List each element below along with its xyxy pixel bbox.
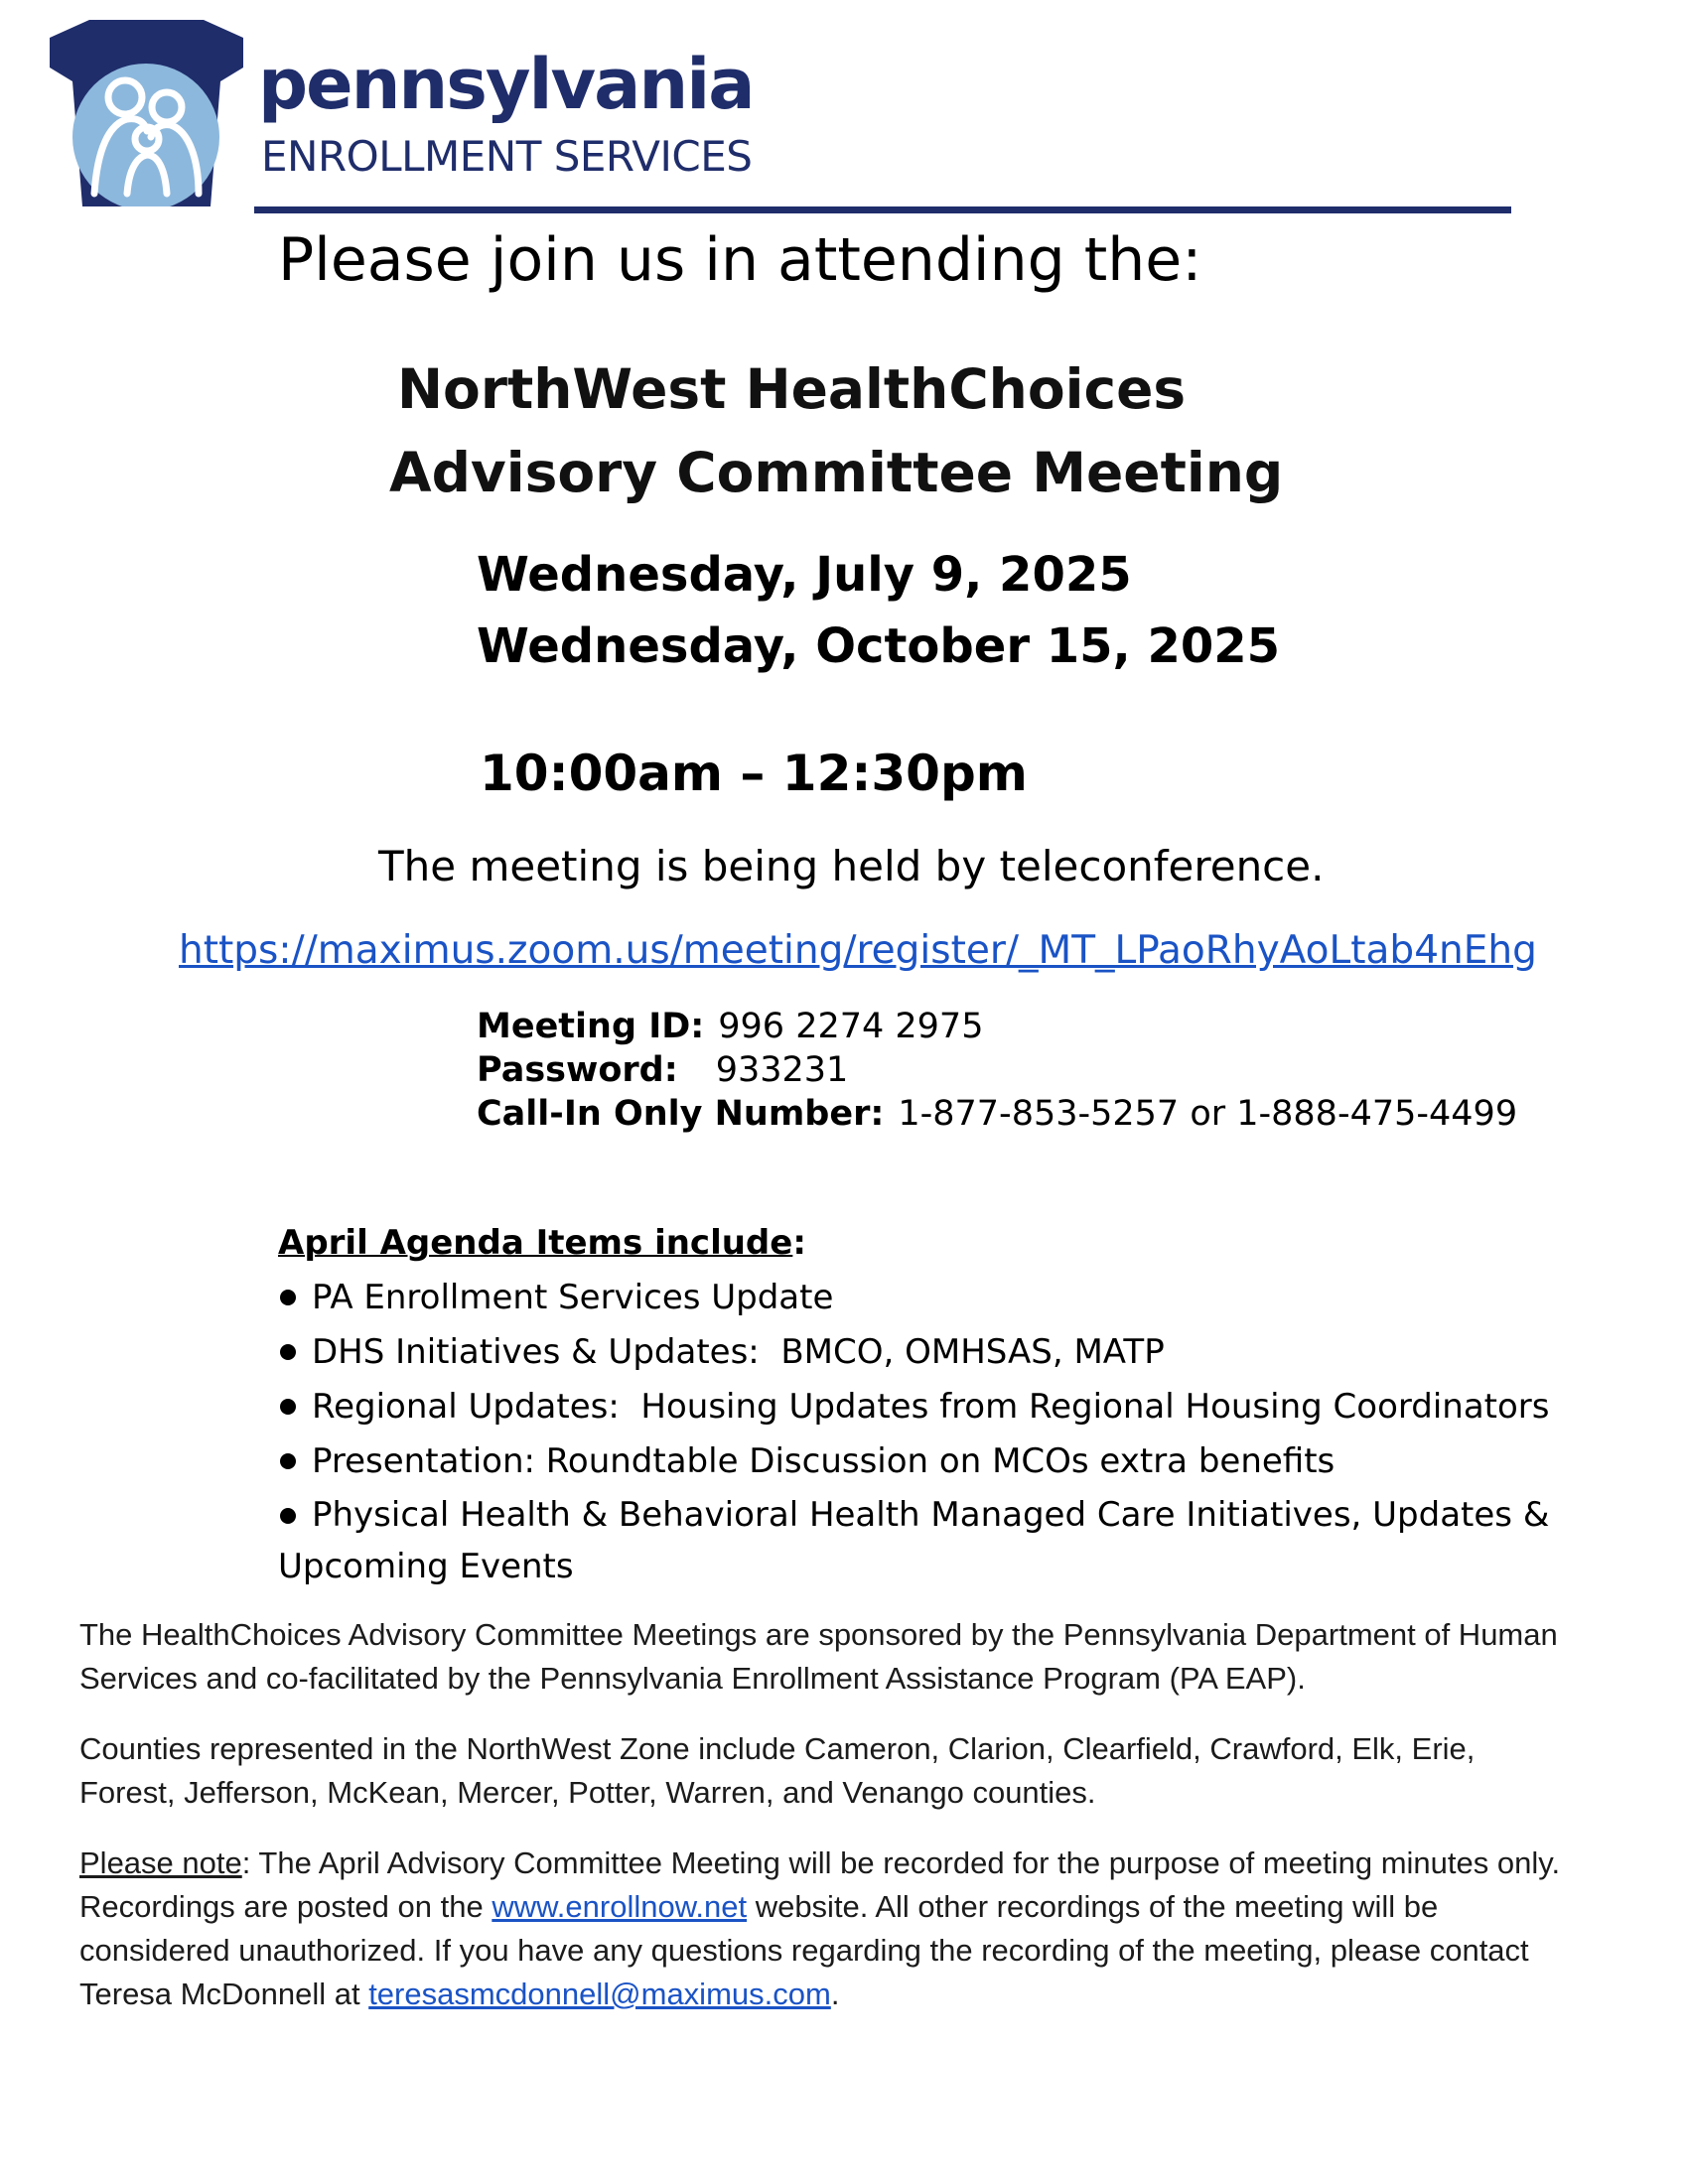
agenda-item [278, 1325, 1553, 1380]
meeting-title-line-1: NorthWest HealthChoices [397, 357, 1187, 421]
agenda-item-label: Presentation: Roundtable Discussion on MCOs extra benefits [312, 1441, 1336, 1481]
bullet-icon [280, 1453, 296, 1469]
callin-value: 1-877-853-5257 or 1-888-475-4499 [898, 1094, 1518, 1134]
note-text: : The April Advisory Committee Meeting will be recorded for the purpose of meeting minutes only. Recordings are posted on the [79, 1845, 1561, 1924]
agenda-item-label: Regional Updates: [312, 1387, 620, 1427]
meeting-date: Wednesday, October 15, 2025 [477, 618, 1281, 674]
agenda-item [278, 1271, 1553, 1325]
agenda-item [278, 1380, 1553, 1434]
registration-link[interactable]: https://maximus.zoom.us/meeting/register/_MT_LPaoRhyAoLtab4nEhg [179, 928, 1537, 973]
password-value: 933231 [715, 1050, 849, 1090]
meeting-date: Wednesday, July 9, 2025 [477, 547, 1132, 603]
agenda-heading-text: April Agenda Items include [278, 1223, 793, 1263]
password-label: Password: [477, 1050, 678, 1090]
recording-note [79, 1842, 1569, 2016]
counties-paragraph: Counties represented in the NorthWest Zone include Cameron, Clarion, Clearfield, Crawford, Elk, Erie, Forest, Jefferson, McKean, Mercer, Potter, Warren, and Venango counties. [79, 1731, 1476, 1810]
bullet-icon [280, 1399, 296, 1415]
sponsor-paragraph: The HealthChoices Advisory Committee Meetings are sponsored by the Pennsylvania Department of Human Services and co-facilitated by the Pennsylvania Enrollment Assistance Program (PA EAP). [79, 1617, 1558, 1696]
meeting-id-label: Meeting ID: [477, 1007, 705, 1046]
website-link[interactable]: www.enrollnow.net [492, 1889, 748, 1924]
callin-label: Call-In Only Number: [477, 1094, 885, 1134]
meeting-info [477, 1005, 1517, 1136]
agenda-item-label: DHS Initiatives & Updates: [312, 1332, 760, 1372]
keystone-family-logo [50, 20, 243, 206]
agenda-item [278, 1489, 1553, 1592]
agenda-heading [278, 1216, 1553, 1271]
agenda-list [278, 1216, 1553, 1592]
teleconference-note: The meeting is being held by teleconference. [378, 842, 1325, 890]
brand-name: pennsylvania [258, 44, 754, 125]
note-label: Please note [79, 1845, 242, 1880]
meeting-time: 10:00am – 12:30pm [480, 745, 1028, 802]
agenda-item [278, 1434, 1553, 1489]
agenda-heading-colon: : [792, 1223, 806, 1263]
meeting-title [389, 347, 1284, 514]
agenda-item-detail: BMCO, OMHSAS, MATP [780, 1332, 1165, 1372]
bullet-icon [280, 1344, 296, 1360]
note-text: . [830, 1977, 840, 2011]
meeting-title-line-2: Advisory Committee Meeting [389, 441, 1284, 504]
agenda-item-label: PA Enrollment Services Update [312, 1278, 834, 1317]
brand-subtitle: ENROLLMENT SERVICES [261, 132, 753, 181]
email-link[interactable]: teresasmcdonnell@maximus.com [368, 1977, 831, 2011]
meeting-dates [477, 539, 1280, 682]
meeting-id-row [477, 1005, 1517, 1048]
note-text: website. All other recordings of the meeting will be considered unauthorized. If you have any questions regarding the recording of the meeting, please contact Teresa McDonnell at [79, 1889, 1529, 2011]
bullet-icon [280, 1290, 296, 1305]
agenda-item-detail: Upcoming Events [278, 1547, 574, 1586]
password-row [477, 1048, 1517, 1092]
callin-row [477, 1092, 1517, 1136]
header-divider [254, 206, 1511, 213]
invite-heading: Please join us in attending the: [278, 225, 1202, 295]
agenda-item-label: Physical Health & Behavioral Health Managed Care Initiatives, Updates & [312, 1495, 1550, 1535]
meeting-id-value: 996 2274 2975 [718, 1007, 984, 1046]
bullet-icon [280, 1508, 296, 1524]
agenda-item-detail: Housing Updates from Regional Housing Coordinators [640, 1387, 1550, 1427]
